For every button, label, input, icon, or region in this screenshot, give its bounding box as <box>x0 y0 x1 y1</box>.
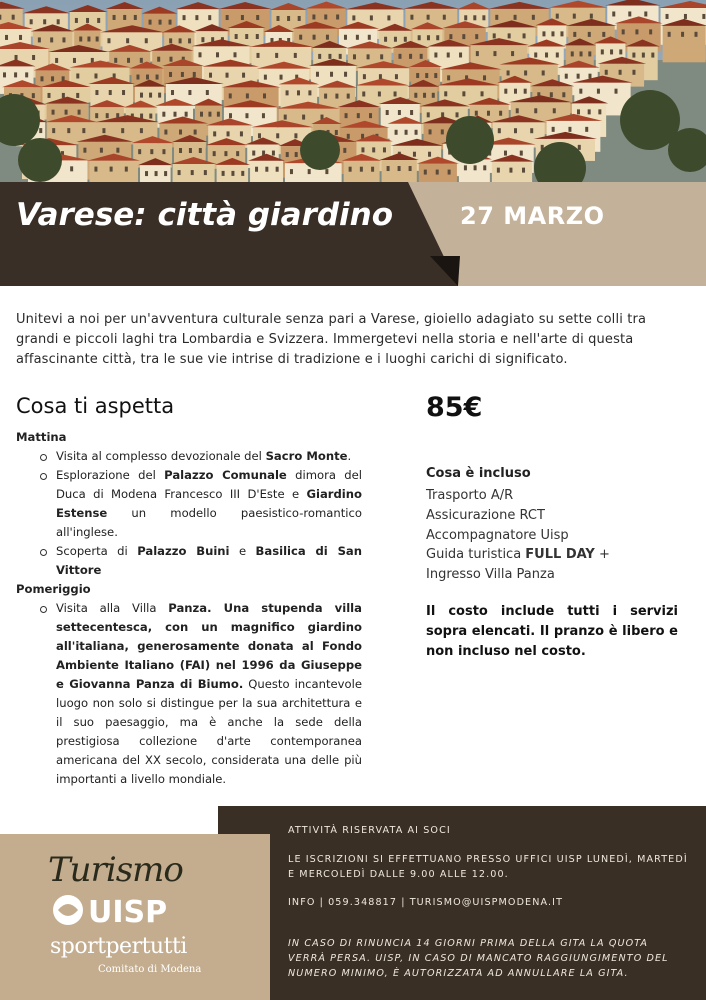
enrollment-info: LE ISCRIZIONI SI EFFETTUANO PRESSO UFFICI UISP LUNEDÌ, MARTEDÌ E MERCOLEDÌ DALLE 9.00 ALLE 12.00. <box>288 854 688 880</box>
afternoon-list <box>40 599 362 789</box>
logo-uisp-text: UISP <box>88 895 168 930</box>
uisp-logo-mark <box>48 890 198 930</box>
cancellation-policy: IN CASO DI RINUNCIA 14 GIORNI PRIMA DELLA GITA LA QUOTA VERRÀ PERSA. UISP, IN CASO DI MANCATO RAGGIUNGIMENTO DEL NUMERO MINIMO, È AUTORIZZATA AD ANNULLARE LA GITA. <box>288 938 669 979</box>
afternoon-item: Visita alla Villa Panza. Una stupenda villa settecentesca, con un magnifico giardino all'italiana, generosamente donata al Fondo Ambiente Italiano (FAI) nel 1996 da Giuseppe e Giovanna Panza di Biumo. Questo incantevole luogo non solo si distingue per la sua architettura e il suo paesaggio, ma è anche la sede della prestigiosa collezione d'arte contemporanea americana del XX secolo, considerata una delle più importanti a livello mondiale. <box>40 599 362 789</box>
morning-item: Scoperta di Palazzo Buini e Basilica di San Vittore <box>40 542 362 580</box>
included-item: Accompagnatore Uisp <box>426 527 569 543</box>
logo-script-text: Turismo <box>48 850 183 890</box>
cost-note: Il costo include tutti i servizi sopra elencati. Il pranzo è libero e non incluso nel costo. <box>426 604 678 659</box>
morning-label: Mattina <box>16 430 67 444</box>
included-item: Ingresso Villa Panza <box>426 567 555 583</box>
morning-item: Esplorazione del Palazzo Comunale dimora del Duca di Modena Francesco III D'Este e Giardino Estense un modello paesistico-romantico all'inglese. <box>40 466 362 542</box>
hero-photo-varese <box>0 0 706 182</box>
morning-item: Visita al complesso devozionale del Sacro Monte. <box>40 447 362 466</box>
event-date: 27 MARZO <box>460 202 605 230</box>
included-item: Guida turistica FULL DAY + <box>426 547 610 563</box>
intro-paragraph: Unitevi a noi per un'avventura culturale senza pari a Varese, gioiello adagiato su sette colli tra grandi e piccoli laghi tra Lombardia e Svizzera. Immergetevi nella storia e nell'arte di questa affascinante città, tra le sue vie intrise di tradizione e i luoghi carichi di significato. <box>16 312 647 367</box>
logo-sport-text: sportpertutti <box>50 934 187 959</box>
included-item: Trasporto A/R <box>426 488 514 503</box>
included-item: Assicurazione RCT <box>426 507 545 523</box>
morning-list <box>40 447 362 580</box>
turismo-uisp-logo <box>44 850 214 980</box>
logo-sub-text: Comitato di Modena <box>98 964 202 975</box>
program-section <box>16 428 362 789</box>
event-title: Varese: città giardino <box>16 197 394 233</box>
contact-info: INFO | 059.348817 | TURISMO@UISPMODENA.IT <box>288 897 564 908</box>
included-title: Cosa è incluso <box>426 466 531 481</box>
program-heading: Cosa ti aspetta <box>16 394 175 418</box>
included-list <box>426 486 696 585</box>
members-only-notice: ATTIVITÀ RISERVATA AI SOCI <box>288 825 451 836</box>
price: 85€ <box>426 392 483 423</box>
afternoon-label: Pomeriggio <box>16 582 91 596</box>
